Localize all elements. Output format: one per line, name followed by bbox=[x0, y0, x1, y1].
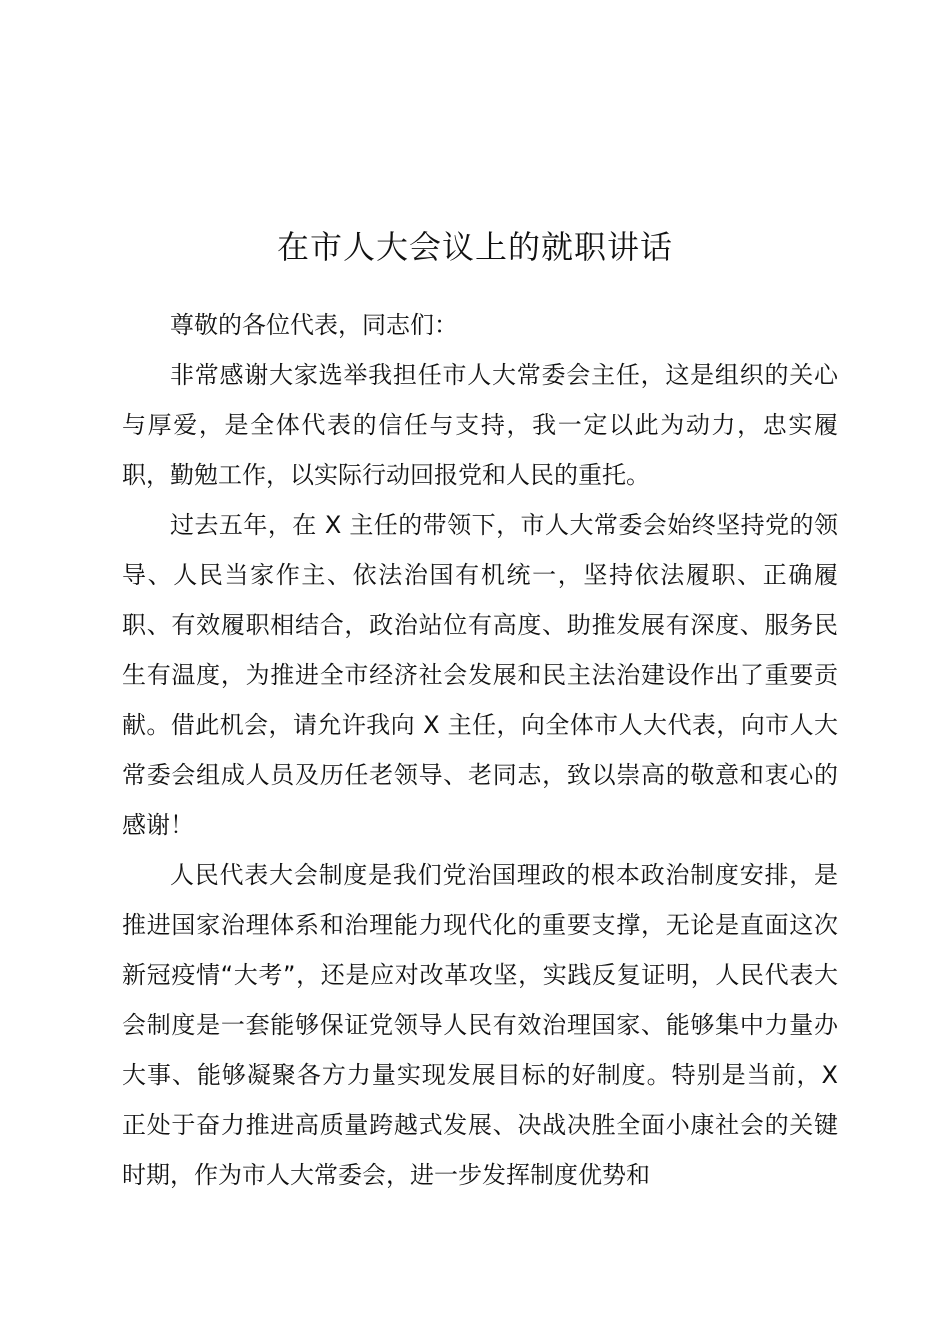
document-title: 在市人大会议上的就职讲话 bbox=[276, 228, 673, 266]
paragraph-3: 人民代表大会制度是我们党治国理政的根本政治制度安排，是推进国家治理体系和治理能力现代化的重要支撑，无论是直面这次新冠疫情“大考”，还是应对改革攻坚，实践反复证明，人民代表大会制度是一套能够保证党领导人民有效治理国家、能够集中力量办大事、能够凝聚各方力量实现发展目标的好制度。特别是当前，X 正处于奋力推进高质量跨越式发展、决战决胜全面小康社会的关键时期，作为市人大常委会，进一步发挥制度优势和 bbox=[122, 861, 838, 1189]
paragraph-2: 过去五年，在 X 主任的带领下，市人大常委会始终坚持党的领导、人民当家作主、依法治国有机统一，坚持依法履职、正确履职、有效履职相结合，政治站位有高度、助推发展有深度、服务民生有温度，为推进全市经济社会发展和民主法治建设作出了重要贡献。借此机会，请允许我向 X 主任，向全体市人大代表，向市人大常委会组成人员及历任老领导、老同志，致以崇高的敬意和衷心的感谢！ bbox=[122, 511, 838, 839]
salutation: 尊敬的各位代表，同志们： bbox=[170, 311, 458, 339]
paragraph-1: 非常感谢大家选举我担任市人大常委会主任，这是组织的关心与厚爱，是全体代表的信任与支持，我一定以此为动力，忠实履职，勤勉工作，以实际行动回报党和人民的重托。 bbox=[122, 361, 838, 489]
document-body bbox=[122, 300, 838, 1200]
